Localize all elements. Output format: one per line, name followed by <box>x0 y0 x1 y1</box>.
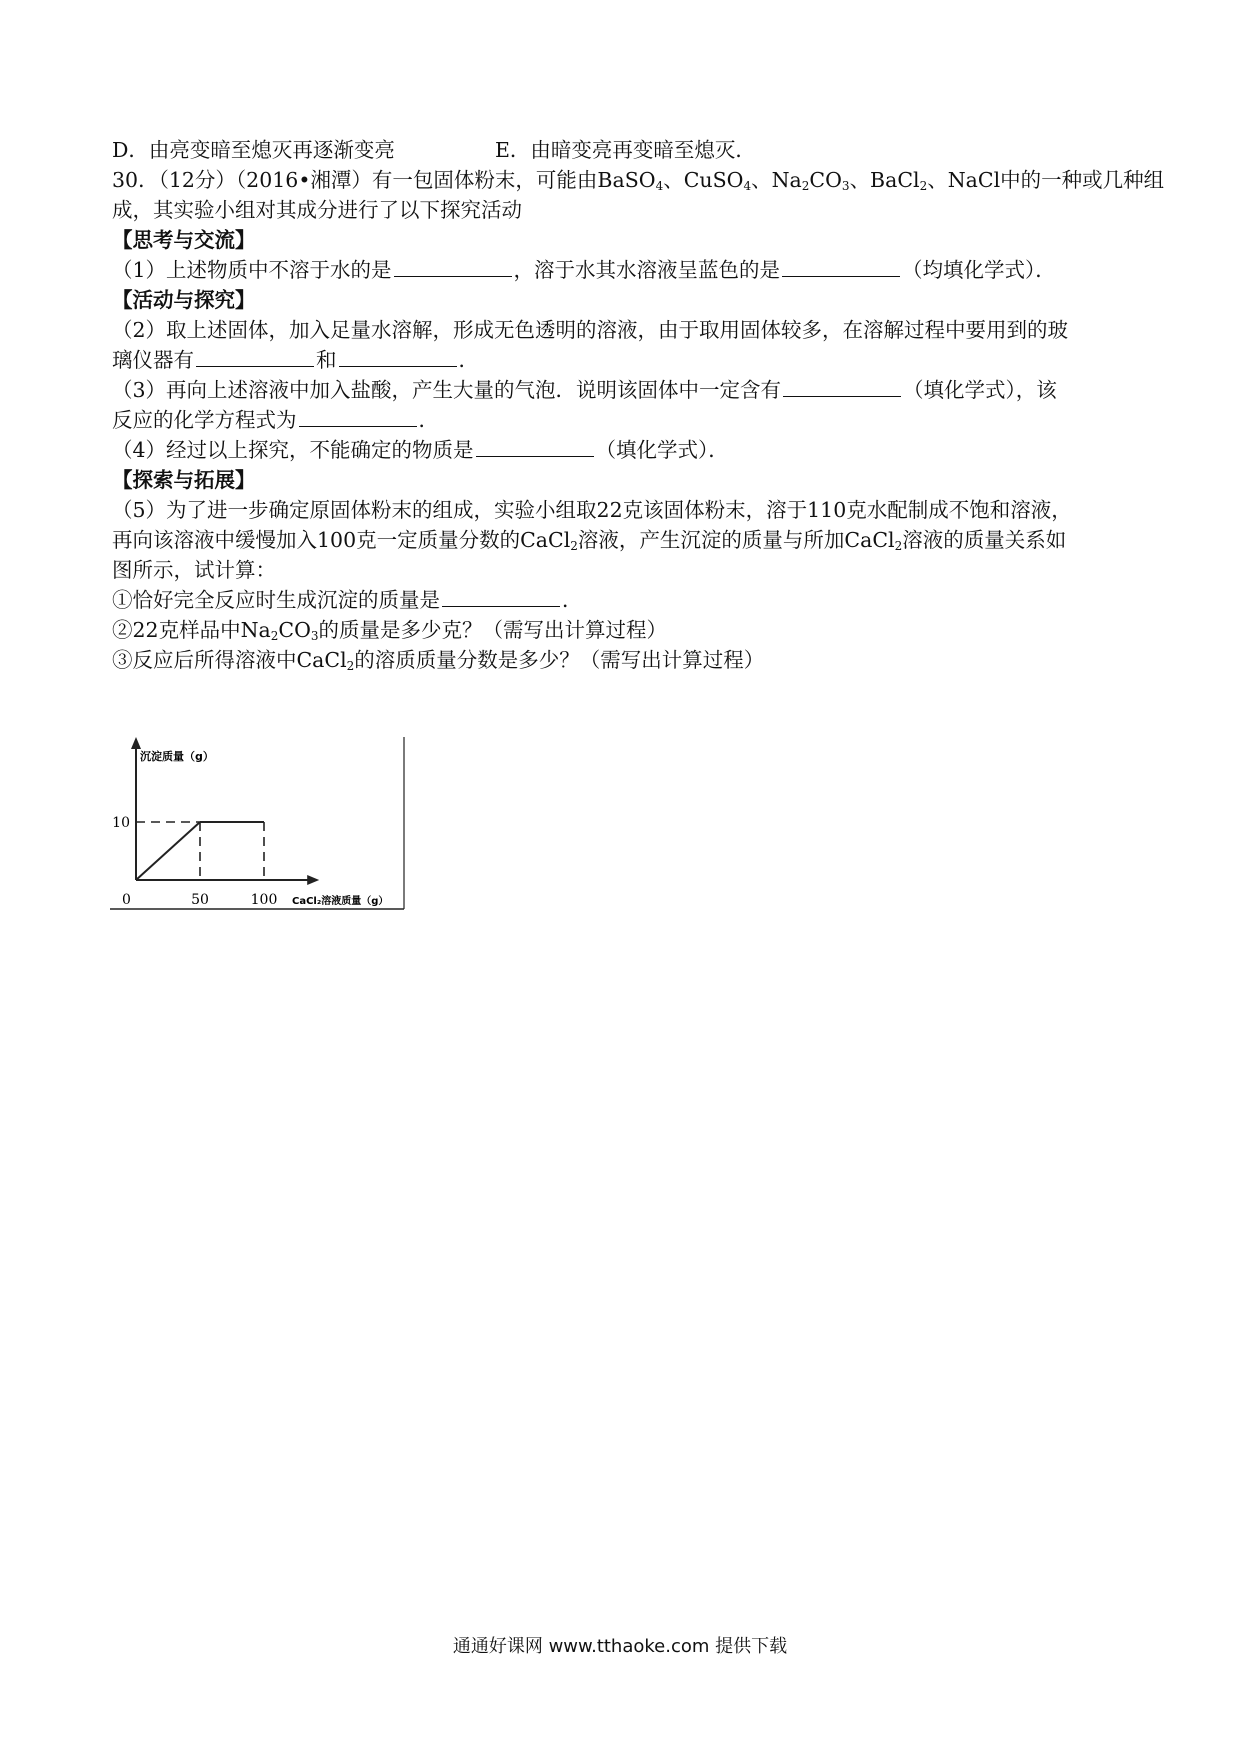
y-axis-arrow <box>131 737 141 749</box>
option-e: E．由暗变亮再变暗至熄灭． <box>494 138 756 162</box>
answer-blank[interactable] <box>782 256 900 277</box>
x-tick-label: 50 <box>191 892 209 908</box>
calc-2: ②22克样品中$Na_2CO_3$的质量是多少克？（需写出计算过程） <box>112 618 668 643</box>
answer-blank[interactable] <box>476 436 594 457</box>
part-1: （1）上述物质中不溶于水的是 ，溶于水其水溶液呈蓝色的是 （均填化学式）． <box>112 258 1056 282</box>
x-axis-label: CaCl₂溶液质量（g） <box>292 896 389 907</box>
section-heading-think: 【思考与交流】 <box>112 228 256 252</box>
part-2-line1: （2）取上述固体，加入足量水溶解，形成无色透明的溶液，由于取用固体较多，在溶解过程中要用到的玻 <box>112 318 1069 342</box>
part-2-line2: 璃仪器有 和 ． <box>112 348 479 372</box>
answer-blank[interactable] <box>299 406 417 427</box>
part-3-line2: 反应的化学方程式为 ． <box>112 408 439 432</box>
options-line <box>112 136 756 164</box>
series-segment <box>136 822 200 880</box>
part-3-line1: （3）再向上述溶液中加入盐酸，产生大量的气泡．说明该固体中一定含有 （填化学式），该 <box>112 378 1057 402</box>
part-4: （4）经过以上探究，不能确定的物质是 （填化学式）． <box>112 438 729 462</box>
option-d: D．由亮变暗至熄灭再逐渐变亮 <box>112 138 395 162</box>
x-tick-label: 100 <box>250 892 278 908</box>
section-heading-explore: 【探索与拓展】 <box>112 468 256 492</box>
question-30-header: 30．（12分）（2016•湘潭）有一包固体粉末，可能由BaSO$_4$、CuSO$_4$、$Na_2CO_3$、BaCl$_2$、NaCl中的一种或几种组 <box>112 168 1165 193</box>
question-30-line2: 成，其实验小组对其成分进行了以下探究活动 <box>112 198 522 222</box>
answer-blank[interactable] <box>783 376 901 397</box>
answer-blank[interactable] <box>339 346 457 367</box>
calc-1: ①恰好完全反应时生成沉淀的质量是 ． <box>112 588 583 612</box>
y-tick-label: 10 <box>112 815 130 831</box>
answer-blank[interactable] <box>442 586 560 607</box>
answer-blank[interactable] <box>394 256 512 277</box>
x-tick-label: 0 <box>122 892 131 908</box>
part-5-line1: （5）为了进一步确定原固体粉末的组成，实验小组取22克该固体粉末，溶于110克水配制成不饱和溶液， <box>112 498 1072 522</box>
part-5-line3: 图所示，试计算： <box>112 558 276 582</box>
y-axis-label: 沉淀质量（g） <box>140 750 214 763</box>
precipitate-mass-chart <box>110 735 410 910</box>
answer-blank[interactable] <box>196 346 314 367</box>
footer-source: 通通好课网 www.tthaoke.com 提供下载 <box>452 1636 788 1657</box>
section-heading-activity: 【活动与探究】 <box>112 288 256 312</box>
calc-3: ③反应后所得溶液中CaCl$_2$的溶质质量分数是多少？（需写出计算过程） <box>112 648 765 673</box>
x-axis-arrow <box>307 875 319 885</box>
part-5-line2: 再向该溶液中缓慢加入100克一定质量分数的CaCl$_2$溶液，产生沉淀的质量与所加CaCl$_2$溶液的质量关系如 <box>112 528 1067 553</box>
